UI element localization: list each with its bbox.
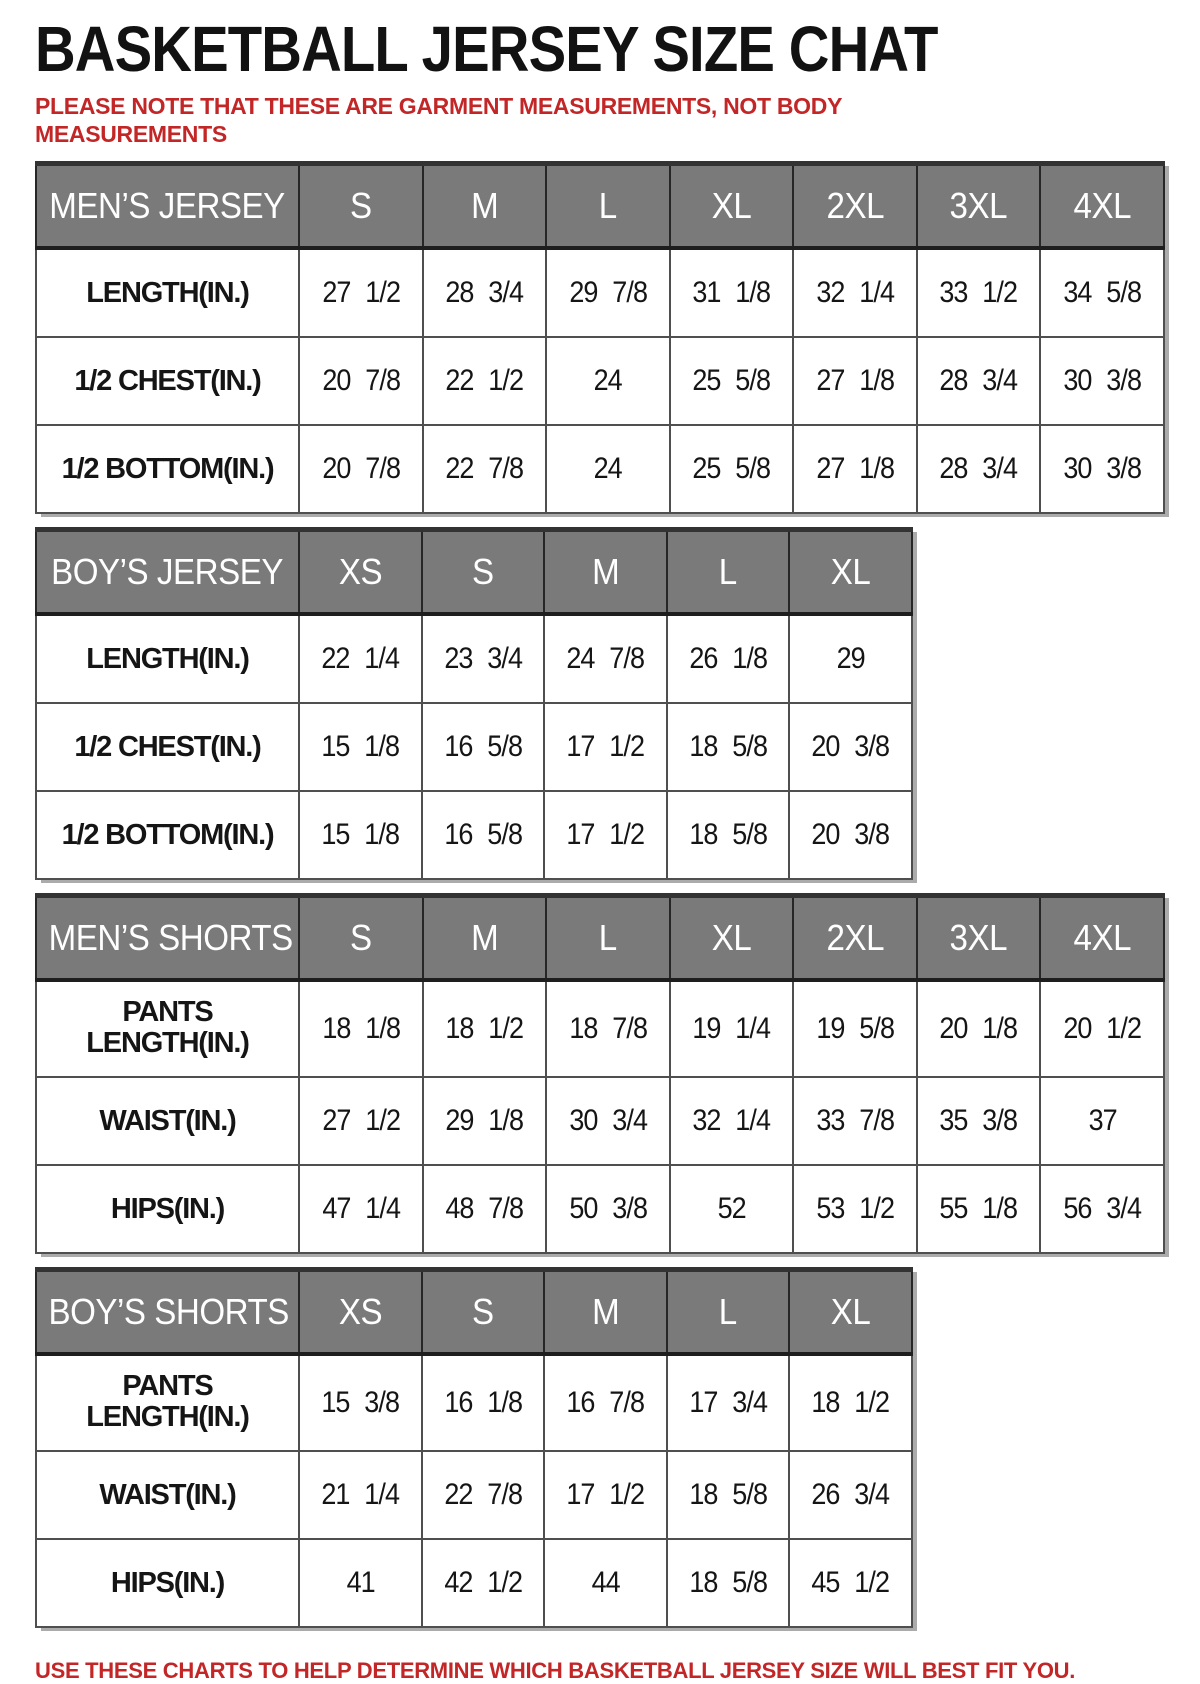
fit-advice-footer: USE THESE CHARTS TO HELP DETERMINE WHICH BASKETBALL JERSEY SIZE WILL BEST FIT YOU.	[35, 1657, 1076, 1683]
measurement-label: 1/2 BOTTOM(IN.)	[61, 818, 274, 851]
measurement-value-cell	[789, 614, 912, 703]
measurement-value: 24 7/8	[566, 641, 645, 675]
size-header-cell	[546, 163, 670, 248]
size-header-cell	[299, 529, 422, 614]
measurement-value: 31 1/8	[692, 275, 771, 309]
measurement-value: 17 1/2	[566, 1477, 645, 1511]
measurement-value-cell	[793, 1077, 917, 1165]
measurement-value: 18 5/8	[689, 817, 767, 851]
boys-shorts-table	[35, 1267, 913, 1628]
measurement-value: 48 7/8	[445, 1191, 524, 1225]
header-label: XL	[711, 916, 752, 958]
size-header-cell	[793, 895, 917, 980]
measurement-value-cell	[1040, 248, 1164, 337]
measurement-label-cell	[36, 248, 299, 337]
measurement-label: LENGTH(IN.)	[86, 642, 249, 675]
measurement-value-cell	[546, 425, 670, 513]
header-label: 4XL	[1073, 916, 1131, 958]
measurement-value-cell	[667, 1354, 790, 1451]
measurement-value: 44	[591, 1565, 620, 1599]
measurement-value-cell	[917, 337, 1041, 425]
measurement-value: 50 3/8	[569, 1191, 647, 1225]
measurement-value-cell	[544, 1451, 667, 1539]
measurement-value-cell	[299, 1451, 422, 1539]
measurement-value: 19 5/8	[816, 1011, 894, 1045]
measurement-value-cell	[544, 791, 667, 879]
table-title-cell	[36, 1269, 299, 1354]
measurement-value-cell	[546, 980, 670, 1077]
measurement-label: PANTS LENGTH(IN.)	[86, 1370, 249, 1434]
measurement-value: 30 3/8	[1063, 363, 1142, 397]
measurement-value: 30 3/8	[1063, 451, 1142, 485]
measurement-value: 17 1/2	[566, 729, 645, 763]
measurement-value-cell	[299, 1077, 423, 1165]
measurement-value-cell	[422, 703, 545, 791]
measurement-value-cell	[1040, 1165, 1164, 1253]
size-header-cell	[299, 895, 423, 980]
measurement-value-cell	[423, 425, 547, 513]
measurement-value-cell	[299, 703, 422, 791]
measurement-label: LENGTH(IN.)	[86, 276, 249, 309]
header-label: M	[591, 1290, 620, 1332]
measurement-value-cell	[667, 1451, 790, 1539]
measurement-value: 27 1/8	[816, 363, 894, 397]
measurement-value: 47 1/4	[321, 1191, 400, 1225]
measurement-value-cell	[789, 1539, 912, 1627]
measurement-label: PANTS LENGTH(IN.)	[86, 996, 249, 1060]
measurement-value: 52	[717, 1191, 746, 1225]
measurement-value-cell	[422, 1354, 545, 1451]
size-header-cell	[423, 895, 547, 980]
measurement-row	[36, 1165, 1164, 1253]
mens-jersey-table	[35, 161, 1165, 514]
measurement-value: 19 1/4	[692, 1011, 771, 1045]
header-label: 3XL	[949, 916, 1008, 958]
measurement-value-cell	[789, 1451, 912, 1539]
size-header-cell	[667, 1269, 790, 1354]
measurement-value: 37	[1088, 1103, 1117, 1137]
measurement-value: 20 3/8	[811, 817, 890, 851]
measurement-value-cell	[299, 791, 422, 879]
size-header-cell	[670, 895, 794, 980]
measurement-value-cell	[670, 1077, 794, 1165]
measurement-value-cell	[299, 248, 423, 337]
measurement-value-cell	[422, 791, 545, 879]
header-label: BOY’S JERSEY	[51, 550, 284, 592]
size-header-cell	[667, 529, 790, 614]
measurement-label-cell	[36, 425, 299, 513]
header-label: 3XL	[949, 184, 1008, 226]
header-label: BOY’S SHORTS	[48, 1290, 289, 1332]
measurement-value-cell	[299, 614, 422, 703]
measurement-value-cell	[1040, 425, 1164, 513]
garment-measurement-note: PLEASE NOTE THAT THESE ARE GARMENT MEASUREMENTS, NOT BODY MEASUREMENTS	[35, 92, 842, 147]
measurement-value-cell	[917, 1165, 1041, 1253]
measurement-label: HIPS(IN.)	[110, 1192, 225, 1225]
header-label: M	[470, 916, 498, 958]
mens-shorts-table	[35, 893, 1165, 1254]
measurement-value-cell	[793, 1165, 917, 1253]
measurement-value-cell	[1040, 980, 1164, 1077]
size-header-cell	[423, 163, 547, 248]
measurement-value-cell	[299, 980, 423, 1077]
measurement-value-cell	[423, 980, 547, 1077]
header-label: MEN’S SHORTS	[48, 916, 293, 958]
measurement-value: 56 3/4	[1063, 1191, 1142, 1225]
measurement-value: 28 3/4	[939, 363, 1018, 397]
header-label: S	[349, 184, 372, 226]
measurement-value-cell	[423, 1165, 547, 1253]
size-header-cell	[299, 163, 423, 248]
size-header-cell	[917, 895, 1041, 980]
measurement-value: 15 3/8	[321, 1385, 400, 1419]
size-header-cell	[422, 1269, 545, 1354]
table-title-cell	[36, 529, 299, 614]
header-label: MEN’S JERSEY	[49, 184, 286, 226]
measurement-value: 24	[593, 451, 623, 485]
measurement-row	[36, 1539, 912, 1627]
measurement-value-cell	[546, 1077, 670, 1165]
measurement-value-cell	[793, 980, 917, 1077]
measurement-value: 29	[836, 641, 865, 675]
header-label: 2XL	[826, 916, 884, 958]
size-header-cell	[789, 1269, 912, 1354]
measurement-value: 23 3/4	[443, 641, 522, 675]
measurement-value: 35 3/8	[939, 1103, 1018, 1137]
size-header-cell	[917, 163, 1041, 248]
measurement-label: 1/2 BOTTOM(IN.)	[61, 452, 274, 485]
measurement-row	[36, 425, 1164, 513]
measurement-label: WAIST(IN.)	[99, 1104, 236, 1137]
size-header-cell	[544, 1269, 667, 1354]
measurement-value-cell	[1040, 1077, 1164, 1165]
measurement-value: 15 1/8	[321, 817, 400, 851]
measurement-value: 42 1/2	[443, 1565, 522, 1599]
header-label: XS	[338, 1290, 382, 1332]
measurement-value: 17 1/2	[566, 817, 645, 851]
header-label: S	[472, 1290, 494, 1332]
header-label: L	[719, 550, 738, 592]
measurement-value: 25 5/8	[692, 363, 771, 397]
header-label: M	[470, 184, 498, 226]
measurement-value: 20 1/2	[1063, 1011, 1142, 1045]
measurement-value-cell	[422, 614, 545, 703]
measurement-value: 27 1/2	[321, 1103, 400, 1137]
measurement-label-cell	[36, 1451, 299, 1539]
measurement-value-cell	[423, 337, 547, 425]
measurement-value-cell	[299, 425, 423, 513]
measurement-value: 16 1/8	[443, 1385, 522, 1419]
measurement-value-cell	[670, 337, 794, 425]
measurement-value-cell	[793, 337, 917, 425]
measurement-value-cell	[793, 425, 917, 513]
measurement-value-cell	[299, 337, 423, 425]
measurement-value-cell	[1040, 337, 1164, 425]
measurement-value-cell	[670, 248, 794, 337]
measurement-value-cell	[789, 791, 912, 879]
measurement-value-cell	[299, 1165, 423, 1253]
measurement-label-cell	[36, 614, 299, 703]
measurement-value-cell	[667, 791, 790, 879]
boys-jersey-table	[35, 527, 913, 880]
measurement-value: 27 1/2	[321, 275, 400, 309]
measurement-value: 26 3/4	[811, 1477, 890, 1511]
measurement-label-cell	[36, 703, 299, 791]
measurement-value: 24	[593, 363, 623, 397]
measurement-value: 53 1/2	[816, 1191, 894, 1225]
header-label: M	[591, 550, 620, 592]
measurement-value: 41	[346, 1565, 375, 1599]
header-label: XL	[830, 550, 871, 592]
measurement-value-cell	[422, 1539, 545, 1627]
measurement-label: 1/2 CHEST(IN.)	[74, 730, 261, 763]
measurement-value: 29 1/8	[445, 1103, 524, 1137]
measurement-value-cell	[667, 614, 790, 703]
size-header-cell	[1040, 895, 1164, 980]
measurement-value: 25 5/8	[692, 451, 771, 485]
measurement-value-cell	[299, 1539, 422, 1627]
size-header-row	[36, 529, 912, 614]
measurement-row	[36, 248, 1164, 337]
measurement-value: 22 7/8	[445, 451, 524, 485]
measurement-value-cell	[789, 703, 912, 791]
measurement-row	[36, 1451, 912, 1539]
measurement-value: 18 1/8	[321, 1011, 400, 1045]
measurement-value: 17 3/4	[689, 1385, 767, 1419]
measurement-row	[36, 1354, 912, 1451]
page-title: BASKETBALL JERSEY SIZE CHAT	[35, 13, 938, 85]
measurement-value-cell	[667, 1539, 790, 1627]
measurement-value: 16 5/8	[443, 817, 522, 851]
measurement-label-cell	[36, 337, 299, 425]
measurement-value: 45 1/2	[811, 1565, 890, 1599]
size-header-cell	[546, 895, 670, 980]
measurement-value-cell	[544, 614, 667, 703]
measurement-value-cell	[544, 1539, 667, 1627]
measurement-value-cell	[917, 248, 1041, 337]
measurement-value: 20 7/8	[321, 363, 400, 397]
header-label: L	[719, 1290, 738, 1332]
measurement-value: 16 5/8	[443, 729, 522, 763]
header-label: 2XL	[826, 184, 884, 226]
size-header-row	[36, 1269, 912, 1354]
measurement-label: HIPS(IN.)	[110, 1566, 225, 1599]
header-label: XS	[338, 550, 382, 592]
measurement-value: 18 5/8	[689, 1477, 767, 1511]
measurement-value-cell	[423, 248, 547, 337]
size-header-cell	[422, 529, 545, 614]
measurement-value-cell	[917, 980, 1041, 1077]
measurement-value: 34 5/8	[1063, 275, 1142, 309]
header-label: L	[598, 184, 617, 226]
measurement-value-cell	[670, 425, 794, 513]
measurement-value: 18 1/2	[445, 1011, 524, 1045]
measurement-value: 18 5/8	[689, 729, 767, 763]
size-header-row	[36, 895, 1164, 980]
header-label: XL	[711, 184, 752, 226]
measurement-value: 27 1/8	[816, 451, 894, 485]
table-title-cell	[36, 895, 299, 980]
measurement-value-cell	[544, 1354, 667, 1451]
measurement-value-cell	[422, 1451, 545, 1539]
measurement-value: 18 5/8	[689, 1565, 767, 1599]
size-header-cell	[789, 529, 912, 614]
size-header-cell	[670, 163, 794, 248]
header-label: 4XL	[1073, 184, 1131, 226]
size-header-cell	[793, 163, 917, 248]
header-label: XL	[830, 1290, 871, 1332]
measurement-value-cell	[670, 980, 794, 1077]
measurement-value-cell	[917, 1077, 1041, 1165]
measurement-row	[36, 703, 912, 791]
measurement-value: 16 7/8	[566, 1385, 645, 1419]
measurement-value: 28 3/4	[445, 275, 524, 309]
measurement-value: 18 1/2	[811, 1385, 890, 1419]
header-label: S	[472, 550, 494, 592]
measurement-label-cell	[36, 791, 299, 879]
header-label: S	[349, 916, 372, 958]
measurement-value-cell	[917, 425, 1041, 513]
measurement-value: 30 3/4	[569, 1103, 647, 1137]
measurement-label: 1/2 CHEST(IN.)	[74, 364, 261, 397]
measurement-value: 22 7/8	[443, 1477, 522, 1511]
measurement-value-cell	[546, 337, 670, 425]
measurement-value: 20 7/8	[321, 451, 400, 485]
size-header-cell	[299, 1269, 422, 1354]
measurement-value-cell	[546, 248, 670, 337]
measurement-value: 26 1/8	[689, 641, 767, 675]
measurement-value-cell	[667, 703, 790, 791]
measurement-row	[36, 337, 1164, 425]
measurement-value: 33 7/8	[816, 1103, 894, 1137]
measurement-label: WAIST(IN.)	[99, 1478, 236, 1511]
measurement-value: 32 1/4	[692, 1103, 771, 1137]
measurement-label-cell	[36, 980, 299, 1077]
size-header-cell	[544, 529, 667, 614]
measurement-label-cell	[36, 1077, 299, 1165]
size-header-row	[36, 163, 1164, 248]
measurement-row	[36, 980, 1164, 1077]
measurement-row	[36, 614, 912, 703]
measurement-value: 28 3/4	[939, 451, 1018, 485]
table-title-cell	[36, 163, 299, 248]
measurement-value-cell	[789, 1354, 912, 1451]
measurement-label-cell	[36, 1539, 299, 1627]
measurement-value: 18 7/8	[569, 1011, 647, 1045]
measurement-value: 29 7/8	[569, 275, 647, 309]
measurement-value: 32 1/4	[816, 275, 894, 309]
header-label: L	[598, 916, 617, 958]
measurement-value: 55 1/8	[939, 1191, 1018, 1225]
measurement-value: 20 1/8	[939, 1011, 1018, 1045]
measurement-value: 21 1/4	[321, 1477, 400, 1511]
measurement-value: 22 1/4	[321, 641, 400, 675]
measurement-value-cell	[546, 1165, 670, 1253]
measurement-label-cell	[36, 1354, 299, 1451]
measurement-label-cell	[36, 1165, 299, 1253]
size-header-cell	[1040, 163, 1164, 248]
measurement-value: 22 1/2	[445, 363, 524, 397]
measurement-value-cell	[670, 1165, 794, 1253]
measurement-row	[36, 1077, 1164, 1165]
measurement-value-cell	[544, 703, 667, 791]
measurement-value-cell	[299, 1354, 422, 1451]
measurement-value: 20 3/8	[811, 729, 890, 763]
measurement-value-cell	[423, 1077, 547, 1165]
measurement-value: 15 1/8	[321, 729, 400, 763]
measurement-value-cell	[793, 248, 917, 337]
measurement-value: 33 1/2	[939, 275, 1018, 309]
measurement-row	[36, 791, 912, 879]
